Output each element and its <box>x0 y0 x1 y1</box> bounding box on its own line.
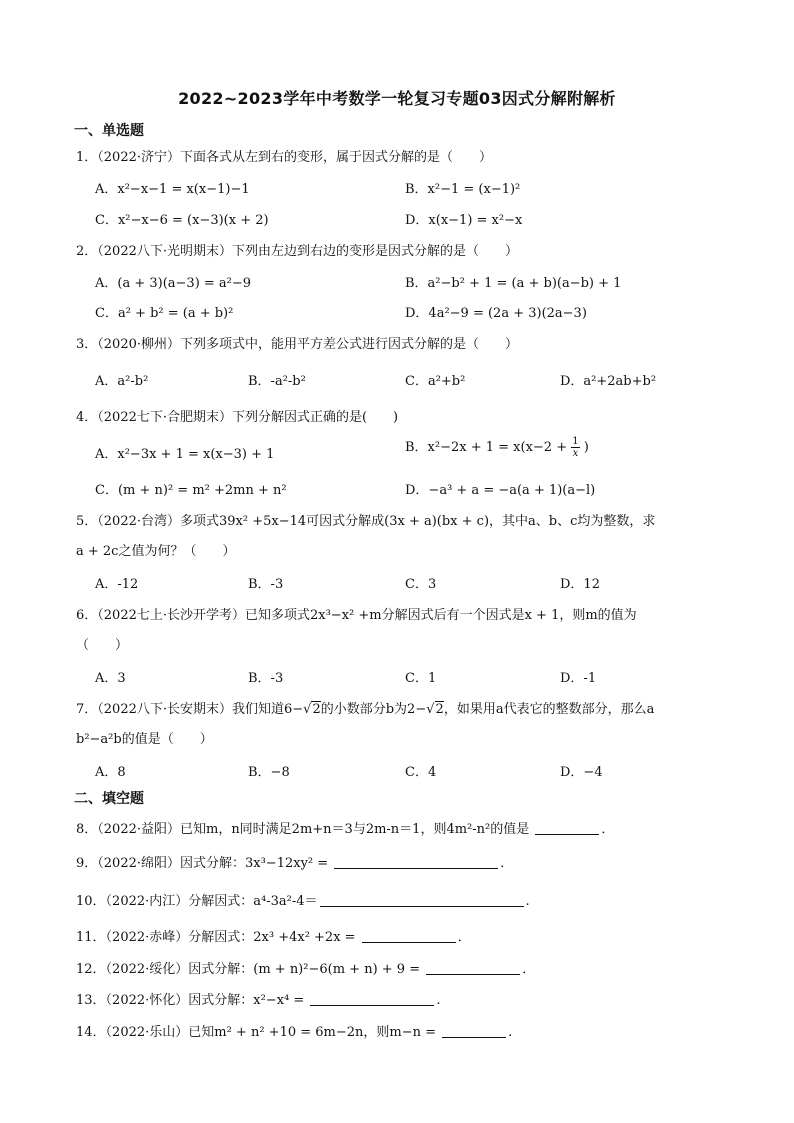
question-5-option-a: A．-12 <box>95 577 139 592</box>
question-9 <box>76 852 513 871</box>
answer-blank[interactable] <box>426 962 520 975</box>
question-11-end: ． <box>457 930 471 945</box>
question-2-stem: 2．（2022八下·光明期末）下列由左边到右边的变形是因式分解的是（ ） <box>76 244 518 259</box>
question-2-option-b: B．a²−b² + 1 = (a + b)(a−b) + 1 <box>405 276 622 291</box>
page-title: 2022~2023学年中考数学一轮复习专题03因式分解附解析 <box>178 89 616 108</box>
answer-blank[interactable] <box>362 930 456 943</box>
question-1-option-d: D．x(x−1) = x²−x <box>405 213 523 228</box>
question-7-option-b: B．−8 <box>248 765 290 780</box>
question-8-text: 8．（2022·益阳）已知m，n同时满足2m+n＝3与2m-n＝1，则4m²-n²的值是 <box>76 822 530 837</box>
question-14-end: . <box>508 1025 513 1040</box>
question-10-end: . <box>525 894 530 909</box>
question-6-option-a: A．3 <box>95 671 126 686</box>
question-13 <box>76 989 441 1008</box>
question-7-text-a: 7．（2022八下·长安期末）我们知道6− <box>76 702 304 717</box>
question-7-option-d: D．−4 <box>560 765 603 780</box>
question-9-end: ． <box>500 856 514 871</box>
question-4-option-b-prefix: B．x²−2x + 1 = x(x−2 + <box>405 440 568 455</box>
question-9-text: 9．（2022·绵阳）因式分解：3x³−12xy² = <box>76 856 329 871</box>
question-1-option-a: A．x²−x−1 = x(x−1)−1 <box>95 182 250 197</box>
question-14 <box>76 1021 512 1040</box>
question-5-stem-line-2: a + 2c之值为何？（ ） <box>76 544 236 559</box>
question-4-option-a: A．x²−3x + 1 = x(x−3) + 1 <box>95 447 275 462</box>
question-2-option-a: A．(a + 3)(a−3) = a²−9 <box>95 276 252 291</box>
question-4-stem: 4．（2022七下·合肥期末）下列分解因式正确的是( ) <box>76 410 399 425</box>
question-14-text: 14．（2022·乐山）已知m² + n² +10 = 6m−2n，则m−n = <box>76 1025 437 1040</box>
question-4-option-d: D．−a³ + a = −a(a + 1)(a−l) <box>405 483 596 498</box>
question-1-option-c: C．x²−x−6 = (x−3)(x + 2) <box>95 213 269 228</box>
question-7-option-c: C．4 <box>405 765 437 780</box>
question-1-stem: 1．（2022·济宁）下面各式从左到右的变形，属于因式分解的是（ ） <box>76 150 492 165</box>
question-10-text: 10．（2022·内江）分解因式：a⁴-3a²-4＝ <box>76 894 318 909</box>
sqrt-symbol: √ <box>426 702 435 717</box>
question-5-option-d: D．12 <box>560 577 600 592</box>
question-13-text: 13．（2022·怀化）因式分解：x²−x⁴ = <box>76 993 305 1008</box>
question-3-option-d: D．a²+2ab+b² <box>560 374 657 389</box>
question-3-option-a: A．a²-b² <box>95 374 149 389</box>
section-heading-fill-in: 二、填空题 <box>74 791 144 807</box>
question-2-option-d: D．4a²−9 = (2a + 3)(2a−3) <box>405 306 587 321</box>
question-3-option-b: B．-a²-b² <box>248 374 306 389</box>
sqrt-radicand: 2 <box>312 702 321 717</box>
question-7-stem-line-1 <box>76 698 654 717</box>
question-7-stem-line-2: b²−a²b的值是（ ） <box>76 732 213 747</box>
answer-blank[interactable] <box>310 993 434 1006</box>
fraction-denominator: x <box>572 448 579 459</box>
question-6-option-b: B．-3 <box>248 671 284 686</box>
question-4-option-b-suffix: ) <box>583 440 589 455</box>
question-7-text-b: 的小数部分b为2− <box>320 702 427 717</box>
question-8-end: ． <box>601 822 615 837</box>
question-5-stem-line-1: 5．（2022·台湾）多项式39x² +5x−14可因式分解成(3x + a)(bx + c)，其中a、b、c均为整数，求 <box>76 514 656 529</box>
question-5-option-b: B．-3 <box>248 577 284 592</box>
question-13-end: . <box>436 993 441 1008</box>
question-1-option-b: B．x²−1 = (x−1)² <box>405 182 521 197</box>
sqrt-radicand: 2 <box>435 702 444 717</box>
question-3-option-c: C．a²+b² <box>405 374 466 389</box>
question-4-option-c: C．(m + n)² = m² +2mn + n² <box>95 483 287 498</box>
sqrt-symbol: √ <box>303 702 312 717</box>
question-8 <box>76 818 614 837</box>
question-12-text: 12．（2022·绥化）因式分解：(m + n)²−6(m + n) + 9 = <box>76 962 421 977</box>
fraction-numerator: 1 <box>572 436 579 447</box>
question-4-option-b <box>405 436 589 459</box>
question-6-option-d: D．-1 <box>560 671 597 686</box>
question-7-option-a: A．8 <box>95 765 126 780</box>
question-12-end: ． <box>522 962 536 977</box>
question-10 <box>76 890 530 909</box>
answer-blank[interactable] <box>535 822 599 835</box>
question-11 <box>76 926 471 945</box>
answer-blank[interactable] <box>334 856 498 869</box>
answer-blank[interactable] <box>442 1025 506 1038</box>
question-12 <box>76 958 535 977</box>
question-5-option-c: C．3 <box>405 577 437 592</box>
question-6-option-c: C．1 <box>405 671 437 686</box>
section-heading-single-choice: 一、单选题 <box>74 123 144 139</box>
question-11-text: 11．（2022·赤峰）分解因式：2x³ +4x² +2x = <box>76 930 356 945</box>
question-2-option-c: C．a² + b² = (a + b)² <box>95 306 234 321</box>
answer-blank[interactable] <box>320 894 524 907</box>
question-6-stem-line-2: （ ） <box>76 638 129 653</box>
question-3-stem: 3．（2020·柳州）下列多项式中，能用平方差公式进行因式分解的是（ ） <box>76 337 518 352</box>
fraction-one-over-x <box>571 436 579 459</box>
question-7-text-c: ，如果用a代表它的整数部分，那么a <box>443 702 655 717</box>
question-6-stem-line-1: 6．（2022七上·长沙开学考）已知多项式2x³−x² +m分解因式后有一个因式是x + 1，则m的值为 <box>76 608 637 623</box>
